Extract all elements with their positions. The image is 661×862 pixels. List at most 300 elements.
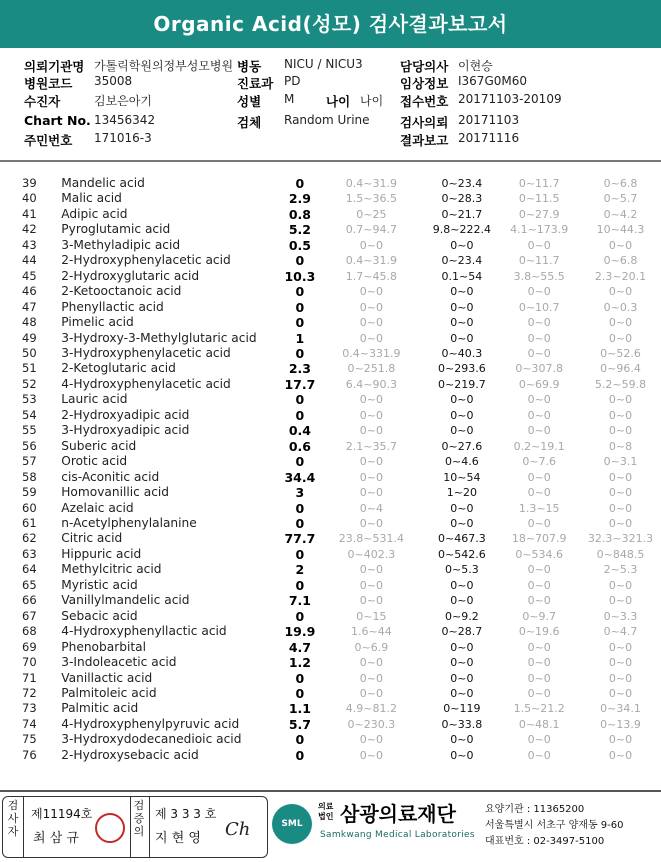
result-value: 0 <box>295 546 305 562</box>
row-number: 75 <box>22 732 37 747</box>
row-number: 73 <box>22 701 37 716</box>
result-value: 0.4 <box>288 423 311 439</box>
result-value: 0 <box>295 407 305 423</box>
reference-range-1: 0~0 <box>359 408 383 422</box>
reference-range-3: 0~0 <box>527 671 551 685</box>
reference-range-3: 0~48.1 <box>518 717 560 731</box>
row-number: 70 <box>22 655 37 670</box>
reference-range-2: 0~23.4 <box>441 177 483 190</box>
reference-range-4: 0~848.5 <box>596 547 645 561</box>
table-row <box>14 593 661 608</box>
reference-range-1: 2.1~35.7 <box>345 439 397 453</box>
reference-range-1: 0~6.9 <box>354 640 389 654</box>
row-number: 44 <box>22 253 37 268</box>
tester-label: 검사자 <box>7 799 19 838</box>
dept-label: 진료과 <box>237 76 274 91</box>
result-value: 0 <box>295 747 305 763</box>
table-row <box>14 501 661 516</box>
request-value: 20171103 <box>458 113 520 127</box>
code-value: 35008 <box>94 74 133 88</box>
footer-divider <box>0 790 661 792</box>
row-number: 46 <box>22 284 37 299</box>
result-value: 0 <box>295 608 305 624</box>
table-row <box>14 439 661 454</box>
reference-range-2: 0.1~54 <box>441 269 483 283</box>
reference-range-2: 0~23.4 <box>441 254 483 268</box>
result-value: 2 <box>295 562 305 578</box>
row-number: 60 <box>22 500 37 515</box>
ward-value: NICU / NICU3 <box>284 57 363 71</box>
reference-range-4: 0~0 <box>608 285 633 299</box>
row-number: 39 <box>22 176 37 190</box>
reference-range-4: 0~0 <box>608 640 633 654</box>
row-number: 42 <box>22 222 37 237</box>
reference-range-3: 0~0 <box>527 424 551 438</box>
analyte-name: 3-Methyladipic acid <box>61 237 181 252</box>
reference-range-1: 0~0 <box>359 238 383 252</box>
result-value: 5.2 <box>288 222 311 238</box>
analyte-name: Myristic acid <box>61 577 138 592</box>
subject-value: 김보은아기 <box>94 94 152 108</box>
analyte-name: Methylcitric acid <box>61 562 162 577</box>
result-value: 2.3 <box>288 361 311 377</box>
row-number: 45 <box>22 268 37 283</box>
reference-range-3: 0~0 <box>527 285 551 299</box>
reference-range-3: 0~307.8 <box>515 362 564 376</box>
reference-range-3: 0~0 <box>527 578 551 592</box>
analyte-name: Palmitoleic acid <box>61 685 157 700</box>
result-value: 0 <box>295 454 305 470</box>
reference-range-1: 0~0 <box>359 285 383 299</box>
reference-range-2: 0~27.6 <box>441 439 483 453</box>
org-phone: 대표번호 : 02-3497-5100 <box>485 836 605 847</box>
row-number: 63 <box>22 546 37 561</box>
reference-range-4: 0~0 <box>608 470 633 484</box>
analyte-name: Orotic acid <box>61 454 128 469</box>
analyte-name: Azelaic acid <box>61 500 134 515</box>
reference-range-3: 0~11.7 <box>518 177 560 190</box>
reference-range-1: 0.4~331.9 <box>342 346 401 360</box>
reference-range-3: 0~11.7 <box>518 254 560 268</box>
row-number: 57 <box>22 454 37 469</box>
reference-range-2: 0~33.8 <box>441 717 483 731</box>
table-row <box>14 454 661 469</box>
reference-range-3: 0~27.9 <box>518 207 560 221</box>
results-body <box>14 176 661 763</box>
reference-range-4: 0~8 <box>608 439 633 453</box>
reviewer-name: 지 현 영 <box>155 831 201 846</box>
row-number: 48 <box>22 315 37 330</box>
reference-range-1: 1.6~44 <box>351 625 392 639</box>
reference-range-4: 0~0 <box>608 656 633 670</box>
reference-range-4: 0~0 <box>608 594 633 608</box>
row-number: 66 <box>22 593 37 608</box>
table-row <box>14 207 661 222</box>
row-number: 65 <box>22 577 37 592</box>
dept-value: PD <box>284 74 301 88</box>
reference-range-4: 0~5.7 <box>603 192 638 206</box>
result-value: 3 <box>295 485 305 501</box>
reference-range-4: 0~0 <box>608 516 633 530</box>
reference-range-3: 0~0 <box>527 408 551 422</box>
analyte-name: 2-Hydroxyglutaric acid <box>61 268 200 283</box>
analyte-name: Lauric acid <box>61 392 128 407</box>
reference-range-2: 0~0 <box>450 408 474 422</box>
box-divider <box>149 797 150 857</box>
reference-range-3: 0~0 <box>527 346 551 360</box>
reference-range-3: 0~9.7 <box>522 609 557 623</box>
reference-range-3: 0~10.7 <box>518 300 560 314</box>
result-value: 77.7 <box>284 531 316 547</box>
analyte-name: Suberic acid <box>61 438 137 453</box>
specimen-label: 검체 <box>237 115 262 130</box>
reference-range-1: 0~0 <box>359 594 383 608</box>
reference-range-3: 0~0 <box>527 748 551 762</box>
row-number: 52 <box>22 376 37 391</box>
reviewer-signature: Ch <box>225 819 251 840</box>
analyte-name: Phenyllactic acid <box>61 299 164 314</box>
result-value: 0 <box>295 500 305 516</box>
analyte-name: 3-Hydroxyphenylacetic acid <box>61 345 231 360</box>
reference-range-2: 9.8~222.4 <box>432 223 491 237</box>
table-row <box>14 717 661 732</box>
ward-label: 병동 <box>237 59 262 74</box>
reference-range-4: 0~0 <box>608 424 633 438</box>
analyte-name: Vanillylmandelic acid <box>61 593 190 608</box>
table-row <box>14 284 661 299</box>
row-number: 74 <box>22 716 37 731</box>
reference-range-4: 0~6.8 <box>603 177 638 190</box>
chart-label: Chart No. <box>24 113 91 128</box>
result-value: 0 <box>295 670 305 686</box>
result-value: 0 <box>295 176 305 191</box>
table-row <box>14 392 661 407</box>
facility-code: 요양기관 : 11365200 <box>485 804 585 815</box>
reference-range-2: 0~28.7 <box>441 625 483 639</box>
box-divider <box>130 797 131 857</box>
table-row <box>14 547 661 562</box>
row-number: 61 <box>22 515 37 530</box>
row-number: 40 <box>22 191 37 206</box>
reference-range-1: 0~0 <box>359 300 383 314</box>
reference-range-3: 0~0 <box>527 331 551 345</box>
result-value: 1 <box>295 330 305 346</box>
reference-range-4: 0~0 <box>608 671 633 685</box>
reference-range-2: 0~467.3 <box>438 532 486 546</box>
footer <box>0 796 661 858</box>
reference-range-2: 0~40.3 <box>441 346 483 360</box>
reference-range-2: 0~293.6 <box>438 362 486 376</box>
reference-range-3: 18~707.9 <box>511 532 567 546</box>
tester-stamp <box>95 813 125 843</box>
org-logo-icon: SML <box>272 804 312 844</box>
table-row <box>14 686 661 701</box>
reference-range-4: 0~0 <box>608 408 633 422</box>
receipt-label: 접수번호 <box>400 94 449 109</box>
analyte-name: Vanillactic acid <box>61 670 153 685</box>
reference-range-4: 0~0 <box>608 733 633 747</box>
reference-range-4: 0~34.1 <box>600 702 641 716</box>
reference-range-1: 0~0 <box>359 316 383 330</box>
result-value: 0.5 <box>288 237 311 253</box>
reference-range-1: 0~0 <box>359 578 383 592</box>
subject-label: 수진자 <box>24 94 61 109</box>
reference-range-1: 0.4~31.9 <box>345 254 397 268</box>
row-number: 69 <box>22 639 37 654</box>
reference-range-1: 0~0 <box>359 656 383 670</box>
tester-id: 제11194호 <box>31 807 93 821</box>
clinical-value: I367G0M60 <box>458 74 527 88</box>
row-number: 41 <box>22 206 37 221</box>
reference-range-4: 0~0 <box>608 316 633 330</box>
reference-range-1: 0~0 <box>359 563 383 577</box>
reference-range-4: 0~96.4 <box>600 362 641 376</box>
reference-range-2: 0~0 <box>450 316 474 330</box>
reference-range-1: 0~25 <box>356 207 387 221</box>
reference-range-3: 0~0 <box>527 563 551 577</box>
reference-range-3: 0~0 <box>527 594 551 608</box>
reference-range-4: 0~0 <box>608 578 633 592</box>
row-number: 72 <box>22 685 37 700</box>
age-label: 나이 <box>326 94 351 109</box>
reference-range-1: 0~0 <box>359 393 383 407</box>
reference-range-1: 0.4~31.9 <box>345 177 397 190</box>
doctor-value: 이현승 <box>458 59 493 73</box>
reference-range-4: 0~4.2 <box>603 207 638 221</box>
table-row <box>14 300 661 315</box>
org-prefix: 의료법인 <box>318 802 334 821</box>
result-value: 0 <box>295 299 305 315</box>
sex-label: 성별 <box>237 94 262 109</box>
table-row <box>14 408 661 423</box>
reference-range-1: 0~0 <box>359 424 383 438</box>
report-label: 결과보고 <box>400 133 449 148</box>
table-row <box>14 640 661 655</box>
analyte-name: Phenobarbital <box>61 639 146 654</box>
header-divider <box>0 160 661 162</box>
reference-range-3: 0~7.6 <box>522 455 557 469</box>
row-number: 50 <box>22 345 37 360</box>
analyte-name: Pyroglutamic acid <box>61 222 171 237</box>
reference-range-3: 0~19.6 <box>518 625 560 639</box>
analyte-name: 3-Hydroxy-3-Methylglutaric acid <box>61 330 257 345</box>
reference-range-3: 0.2~19.1 <box>513 439 565 453</box>
row-number: 67 <box>22 608 37 623</box>
analyte-name: 2-Hydroxyphenylacetic acid <box>61 253 231 268</box>
org-english: Samkwang Medical Laboratories <box>320 830 475 840</box>
reference-range-3: 0~0 <box>527 516 551 530</box>
reference-range-2: 0~0 <box>450 671 474 685</box>
result-value: 0.6 <box>288 438 311 454</box>
reference-range-2: 0~9.2 <box>445 609 479 623</box>
reference-range-3: 0~0 <box>527 656 551 670</box>
analyte-name: Citric acid <box>61 531 123 546</box>
reference-range-3: 0~0 <box>527 238 551 252</box>
result-value: 2.9 <box>288 191 311 207</box>
reference-range-3: 1.5~21.2 <box>513 702 565 716</box>
result-value: 0 <box>295 253 305 269</box>
reference-range-4: 0~4.7 <box>603 625 638 639</box>
reference-range-1: 0~4 <box>359 501 383 515</box>
row-number: 58 <box>22 469 37 484</box>
table-row <box>14 701 661 716</box>
reference-range-4: 0~52.6 <box>600 346 641 360</box>
reference-range-3: 0~0 <box>527 316 551 330</box>
table-row <box>14 222 661 237</box>
order-label: 주민번호 <box>24 133 73 148</box>
result-value: 1.2 <box>288 655 311 671</box>
reference-range-1: 1.7~45.8 <box>345 269 397 283</box>
row-number: 68 <box>22 624 37 639</box>
analyte-name: Pimelic acid <box>61 315 134 330</box>
table-row <box>14 377 661 392</box>
order-value: 171016-3 <box>94 131 152 145</box>
result-value: 0 <box>295 577 305 593</box>
reference-range-3: 0~11.5 <box>518 192 560 206</box>
table-row <box>14 176 661 191</box>
result-value: 0 <box>295 685 305 701</box>
reference-range-2: 0~0 <box>450 656 474 670</box>
reference-range-1: 0~251.8 <box>347 362 396 376</box>
result-value: 0 <box>295 315 305 331</box>
reference-range-1: 0~15 <box>356 609 387 623</box>
table-row <box>14 671 661 686</box>
reference-range-1: 0~0 <box>359 455 383 469</box>
table-row <box>14 562 661 577</box>
analyte-name: 2-Ketoglutaric acid <box>61 361 176 376</box>
reference-range-3: 0~0 <box>527 486 551 500</box>
reviewer-label: 검증의 <box>133 799 145 838</box>
analyte-name: Malic acid <box>61 191 122 206</box>
reference-range-2: 0~0 <box>450 393 474 407</box>
reference-range-2: 0~0 <box>450 285 474 299</box>
analyte-name: 4-Hydroxyphenyllactic acid <box>61 624 227 639</box>
result-value: 34.4 <box>284 469 316 485</box>
reference-range-3: 1.3~15 <box>518 501 560 515</box>
table-row <box>14 346 661 361</box>
analyte-name: 2-Hydroxyadipic acid <box>61 407 190 422</box>
row-number: 76 <box>22 747 37 762</box>
row-number: 55 <box>22 423 37 438</box>
reference-range-2: 0~542.6 <box>438 547 486 561</box>
reference-range-4: 5.2~59.8 <box>594 377 647 391</box>
table-row <box>14 624 661 639</box>
result-value: 19.9 <box>284 624 316 640</box>
reference-range-2: 0~28.3 <box>441 192 483 206</box>
reference-range-4: 0~3.1 <box>603 455 638 469</box>
reference-range-2: 0~0 <box>450 516 474 530</box>
reference-range-4: 0~3.3 <box>603 609 638 623</box>
reference-range-2: 0~4.6 <box>445 455 479 469</box>
reference-range-2: 0~0 <box>450 733 474 747</box>
reference-range-4: 0~6.8 <box>603 254 638 268</box>
reference-range-1: 0.7~94.7 <box>345 223 397 237</box>
result-value: 0 <box>295 284 305 300</box>
reference-range-1: 0~0 <box>359 331 383 345</box>
analyte-name: 2-Ketooctanoic acid <box>61 284 182 299</box>
analyte-name: Mandelic acid <box>61 176 145 190</box>
table-row <box>14 238 661 253</box>
reference-range-3: 4.1~173.9 <box>510 223 569 237</box>
reviewer-id: 제 3 3 3 호 <box>155 807 217 821</box>
hospital-value: 가톨릭학원의정부성모병원 <box>94 59 234 73</box>
result-value: 5.7 <box>288 716 311 732</box>
reference-range-2: 10~54 <box>443 470 481 484</box>
result-value: 4.7 <box>288 639 311 655</box>
reference-range-4: 32.3~321.3 <box>587 532 654 546</box>
reference-range-3: 0~0 <box>527 393 551 407</box>
table-row <box>14 269 661 284</box>
table-row <box>14 516 661 531</box>
box-divider <box>23 797 24 857</box>
analyte-name: Hippuric acid <box>61 546 142 561</box>
reference-range-2: 0~5.3 <box>445 563 479 577</box>
signature-box <box>2 796 268 858</box>
row-number: 62 <box>22 531 37 546</box>
reference-range-1: 0~0 <box>359 486 383 500</box>
table-row <box>14 191 661 206</box>
row-number: 43 <box>22 237 37 252</box>
row-number: 59 <box>22 485 37 500</box>
tester-name: 최 삼 규 <box>33 831 79 846</box>
row-number: 56 <box>22 438 37 453</box>
result-value: 17.7 <box>284 376 316 392</box>
request-label: 검사의뢰 <box>400 115 449 130</box>
reference-range-1: 0~402.3 <box>347 547 396 561</box>
org-address: 서울특별시 서초구 양재동 9-60 <box>485 820 624 831</box>
analyte-name: 2-Hydroxysebacic acid <box>61 747 199 762</box>
result-value: 7.1 <box>288 593 311 609</box>
report-title: Organic Acid(성모) 검사결과보고서 <box>0 0 661 48</box>
reference-range-1: 6.4~90.3 <box>345 377 397 391</box>
table-row <box>14 748 661 763</box>
result-value: 0 <box>295 392 305 408</box>
reference-range-4: 10~44.3 <box>596 223 645 237</box>
age-value: 나이 <box>360 94 384 108</box>
table-row <box>14 253 661 268</box>
reference-range-1: 0~0 <box>359 686 383 700</box>
analyte-name: Adipic acid <box>61 206 128 221</box>
reference-range-3: 0~0 <box>527 640 551 654</box>
reference-range-2: 0~219.7 <box>438 377 486 391</box>
reference-range-2: 0~0 <box>450 594 474 608</box>
clinical-label: 임상정보 <box>400 76 449 91</box>
analyte-name: 3-Hydroxydodecanedioic acid <box>61 732 242 747</box>
results-table <box>14 176 661 763</box>
reference-range-3: 3.8~55.5 <box>513 269 565 283</box>
result-value: 0.8 <box>288 206 311 222</box>
reference-range-2: 0~0 <box>450 424 474 438</box>
analyte-name: 3-Hydroxyadipic acid <box>61 423 190 438</box>
specimen-value: Random Urine <box>284 113 370 127</box>
reference-range-2: 0~0 <box>450 748 474 762</box>
reference-range-4: 0~0.3 <box>603 300 638 314</box>
reference-range-3: 0~69.9 <box>518 377 560 391</box>
reference-range-4: 0~0 <box>608 393 633 407</box>
analyte-name: cis-Aconitic acid <box>61 469 160 484</box>
receipt-value: 20171103-20109 <box>458 92 562 106</box>
reference-range-2: 0~119 <box>443 702 481 716</box>
chart-value: 13456342 <box>94 113 156 127</box>
sex-value: M <box>284 92 295 106</box>
reference-range-4: 0~0 <box>608 501 633 515</box>
reference-range-3: 0~0 <box>527 686 551 700</box>
table-row <box>14 531 661 546</box>
table-row <box>14 361 661 376</box>
reference-range-4: 0~13.9 <box>600 717 641 731</box>
reference-range-3: 0~534.6 <box>515 547 564 561</box>
result-value: 1.1 <box>288 701 311 717</box>
